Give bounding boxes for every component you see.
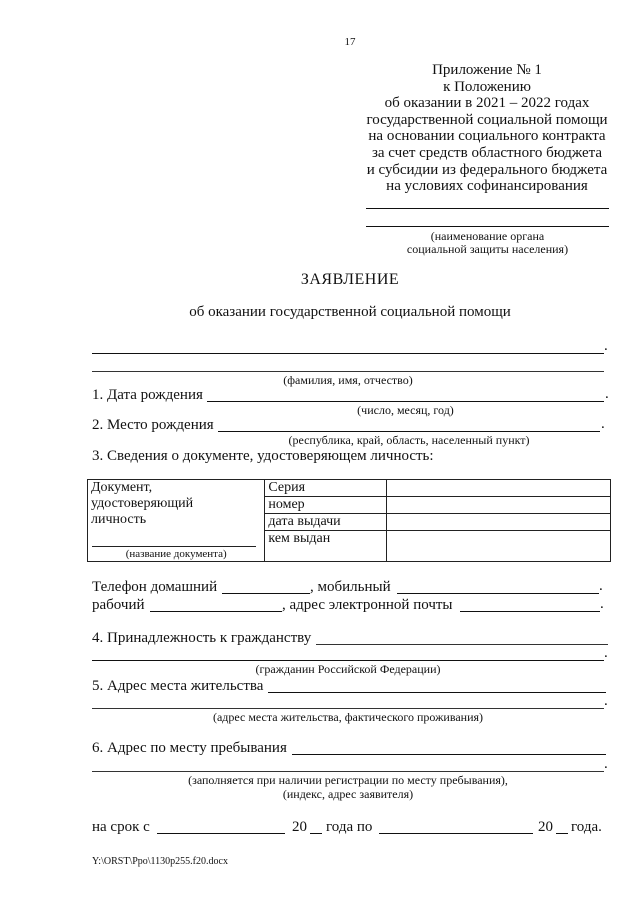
home-phone-line[interactable] [222,593,310,594]
birth-place-label: 2. Место рождения [92,417,214,433]
citizenship-caption: (гражданин Российской Федерации) [255,662,441,676]
residence-caption: (адрес места жительства, фактического проживания) [212,710,484,724]
appendix-line: за счет средств областного бюджета [371,144,603,161]
organ-line-1[interactable] [366,208,609,209]
birth-place-caption: (республика, край, область, населенный пункт) [288,433,530,447]
id-document-table [87,479,611,562]
term-prefix: на срок с [92,819,150,835]
number-field[interactable] [386,497,610,514]
term-year-1-line[interactable] [310,833,322,834]
doc-type-label-1: Документ, [91,480,153,495]
appendix-line: на условиях софинансирования [386,178,588,195]
citizenship-label: 4. Принадлежность к гражданству [92,630,312,646]
period: . [604,338,608,354]
appendix-line: к Положению [443,78,531,95]
organ-line-2[interactable] [366,226,609,227]
term-year-2-line[interactable] [556,833,568,834]
stay-label: 6. Адрес по месту пребывания [92,740,287,756]
residence-line-1[interactable] [268,692,606,693]
doc-name-caption: (название документа) [125,548,227,560]
issue-date-label: дата выдачи [265,514,387,531]
id-doc-heading: 3. Сведения о документе, удостоверяющем личность: [92,448,434,464]
period: . [604,693,608,709]
email-label: , адрес электронной почты [282,597,453,613]
work-phone-label: рабочий [92,597,145,613]
doc-type-label-3: личность [91,512,147,527]
stay-caption-1: (заполняется при наличии регистрации по месту пребывания), [188,773,508,787]
mobile-phone-label: , мобильный [310,579,391,595]
stay-caption-2: (индекс, адрес заявителя) [282,787,414,801]
number-label: номер [265,497,387,514]
fio-line-1[interactable] [92,353,604,354]
citizenship-line-1[interactable] [316,644,608,645]
email-line[interactable] [460,611,600,612]
mobile-phone-line[interactable] [397,593,599,594]
period: . [605,386,609,402]
period: . [604,645,608,661]
appendix-line: государственной социальной помощи [366,111,608,128]
residence-label: 5. Адрес места жительства [92,678,264,694]
residence-line-2[interactable] [92,708,604,709]
appendix-line: Приложение № 1 [432,62,542,78]
appendix-line: и субсидии из федерального бюджета [366,161,608,178]
fio-line-2[interactable] [92,371,604,372]
term-end-line[interactable] [379,833,533,834]
doc-name-line[interactable] [92,546,256,547]
issue-date-field[interactable] [386,514,610,531]
term-mid: года по [326,819,373,835]
term-year-2: 20 [538,819,553,835]
doc-type-label-2: удостоверяющий [91,496,194,511]
organ-caption-1: (наименование органа [430,229,545,243]
birth-date-line[interactable] [207,401,604,402]
document-subtitle: об оказании государственной социальной помощи [189,304,511,320]
appendix-line: об оказании в 2021 – 2022 годах [384,95,590,112]
period: . [601,416,605,432]
birth-date-caption: (число, месяц, год) [357,403,454,417]
home-phone-label: Телефон домашний [92,579,218,595]
issued-by-label: кем выдан [265,531,387,562]
birth-place-line[interactable] [218,431,600,432]
issued-by-field[interactable] [386,531,610,562]
organ-caption-2: социальной защиты населения) [406,242,569,256]
period: . [600,596,604,612]
series-field[interactable] [386,480,610,497]
stay-line-2[interactable] [92,771,604,772]
birth-date-label: 1. Дата рождения [92,387,203,403]
fio-caption: (фамилия, имя, отчество) [283,373,413,387]
footer-file-path: Y:\ORST\Ppo\1130p255.f20.docx [92,856,228,867]
term-suffix: года. [571,819,602,835]
appendix-line: на основании социального контракта [368,128,606,145]
doc-type-cell [88,480,265,562]
work-phone-line[interactable] [150,611,282,612]
series-label: Серия [265,480,387,497]
stay-line-1[interactable] [292,754,606,755]
document-title: ЗАЯВЛЕНИЕ [300,271,400,288]
period: . [604,756,608,772]
term-start-line[interactable] [157,833,285,834]
period: . [599,578,603,594]
term-year-1: 20 [292,819,307,835]
appendix-header [362,62,612,195]
citizenship-line-2[interactable] [92,660,604,661]
page-number: 17 [344,36,356,48]
